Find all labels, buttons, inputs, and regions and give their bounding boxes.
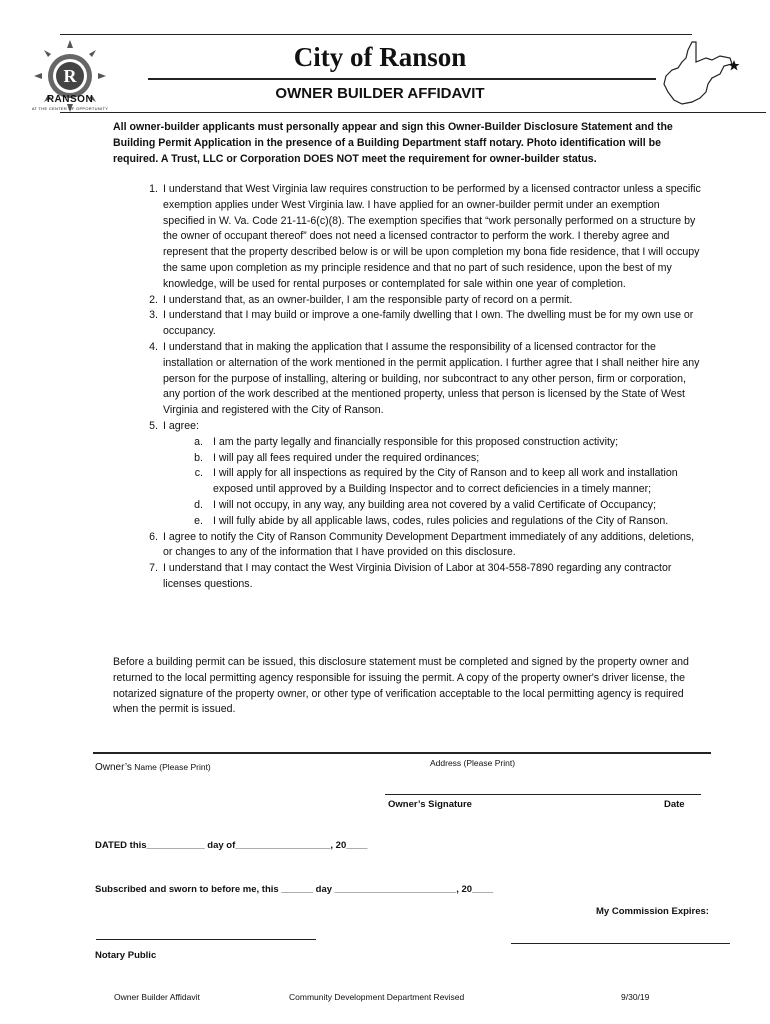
sub-list-item: a. I am the party legally and financially responsible for this proposed construction activity; xyxy=(194,435,619,448)
sub-list-item: b. I will pay all fees required under the required ordinances; xyxy=(194,451,480,464)
logo-tagline: AT THE CENTER OF OPPORTUNITY xyxy=(31,106,109,111)
address-label: Address (Please Print) xyxy=(430,758,516,768)
capital-star-icon xyxy=(729,60,740,71)
svg-text:R: R xyxy=(63,66,77,86)
owner-signature-line[interactable] xyxy=(385,794,701,795)
notary-public-label: Notary Public xyxy=(95,950,157,961)
list-item: 2. I understand that, as an owner-builder, I am the responsible party of record on a permit. xyxy=(149,293,573,306)
page-subtitle: OWNER BUILDER AFFIDAVIT xyxy=(275,85,485,102)
list-item: 4. I understand that in making the application that I assume the responsibility of a licensed contractor for the installation or alternation of the work mentioned in the permit application. I further agree that I shall neither hire any person for the purpose of installing, altering or building, nor subcontract to any other person, firm or corporation, any portion of the work described at the mentioned property, unless that person is licensed by the State of West Virginia and registered with the City of Ranson. xyxy=(149,340,700,417)
notary-signature-line[interactable] xyxy=(96,939,316,940)
commission-date-line[interactable] xyxy=(511,943,730,944)
sworn-line[interactable]: Subscribed and sworn to before me, this ______ day _______________________, 20____ xyxy=(95,884,494,895)
page-title: City of Ranson xyxy=(293,42,467,72)
footer-doc-name: Owner Builder Affidavit xyxy=(114,992,200,1002)
owner-name-label: Owner’s Name (Please Print) xyxy=(95,762,211,773)
top-rule xyxy=(60,34,692,35)
footer-revision-date: 9/30/19 xyxy=(621,992,650,1002)
sub-list-item: e. I will fully abide by all applicable laws, codes, rules policies and regulations of the City of Ranson. xyxy=(194,514,669,527)
west-virginia-map-icon xyxy=(660,40,740,110)
list-item: 6. I agree to notify the City of Ranson Community Development Department immediately of any additions, deletions, or changes to any of the information that I have provided on this disclosure. xyxy=(149,530,695,559)
list-item: 5. I agree: xyxy=(149,419,199,432)
intro-paragraph: All owner-builder applicants must personally appear and sign this Owner-Builder Disclosure Statement and the Building Permit Application in the presence of a Building Department staff notary. Photo identification will be required. A Trust, LLC or Corporation DOES NOT meet the requirement for owner-builder status. xyxy=(113,121,673,165)
list-item: 1. I understand that West Virginia law requires construction to be performed by a licensed contractor unless a specific exemption applies under West Virginia law. I have applied for an owner-builder permit under an exemption specified in W. Va. Code 21-11-6(c)(8). The exemption specifies that “work personally performed on a structure by the owner of occupant thereof” does not need a licensed contractor to perform the work. I thereby agree and represent that the property described below is or will be upon completion my bona fide residence, that I will occupy the same upon completion as my principle residence and that no part of such residence, upon the best of my knowledge, will be used for rental purposes or contemplated for sale within one year of completion. xyxy=(149,183,701,290)
affidavit-list xyxy=(113,182,703,593)
owner-signature-label: Owner’s Signature xyxy=(388,799,472,810)
header-bottom-rule xyxy=(60,112,766,113)
commission-expires-label: My Commission Expires: xyxy=(596,906,709,917)
dated-line[interactable]: DATED this___________ day of__________________, 20____ xyxy=(95,840,368,851)
closing-paragraph: Before a building permit can be issued, this disclosure statement must be completed and signed by the property owner and returned to the local permitting agency responsible for issuing the permit. A copy of the property owner's driver license, the notarized signature of the property owner, or other type of verification acceptable to the local permitting agency is required when the permit is issued. xyxy=(113,656,689,716)
logo-name: RANSON xyxy=(46,94,94,105)
list-item: 7. I understand that I may contact the West Virginia Division of Labor at 304-558-7890 regarding any contractor licenses questions. xyxy=(149,562,672,590)
footer-department: Community Development Department Revised xyxy=(289,992,465,1002)
date-label: Date xyxy=(664,799,685,810)
title-underline xyxy=(148,78,656,80)
list-item: 3. I understand that I may build or improve a one-family dwelling that I own. The dwelling must be for my own use or occupancy. xyxy=(149,309,694,338)
page-footer xyxy=(0,992,770,1006)
sub-list-item: c. I will apply for all inspections as required by the City of Ranson and to keep all work and installation exposed until approved by a Building Inspector and to correct deficiencies in a timely manner; xyxy=(194,467,678,496)
owner-name-line[interactable] xyxy=(93,752,711,754)
sub-list-item: d. I will not occupy, in any way, any building area not covered by a valid Certificate of Occupancy; xyxy=(194,498,657,511)
